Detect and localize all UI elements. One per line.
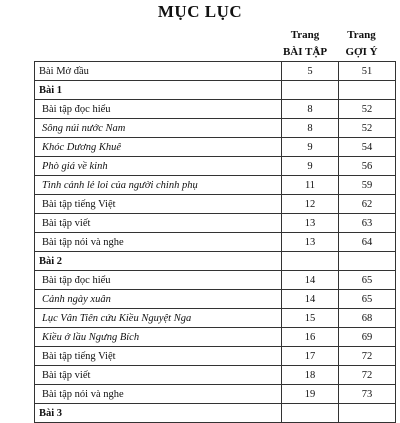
section-row	[35, 81, 396, 100]
row-bai-tap-page: 5	[282, 62, 339, 81]
row-goi-y-page: 72	[339, 347, 396, 366]
toc-row	[35, 119, 396, 138]
toc-row	[35, 366, 396, 385]
table-of-contents	[34, 61, 396, 423]
row-label: Kiều ở lầu Ngưng Bích	[35, 328, 282, 347]
row-goi-y-page	[339, 252, 396, 271]
row-goi-y-page: 65	[339, 271, 396, 290]
row-label: Sông núi nước Nam	[35, 119, 282, 138]
column-header-bai-tap-line2: BÀI TẬP	[282, 46, 328, 58]
page-title: MỤC LỤC	[157, 2, 243, 21]
row-label: Bài Mở đầu	[35, 62, 282, 81]
toc-row	[35, 138, 396, 157]
row-bai-tap-page: 14	[282, 290, 339, 309]
row-goi-y-page: 52	[339, 100, 396, 119]
row-goi-y-page	[339, 404, 396, 423]
section-label: Bài 1	[35, 81, 282, 100]
row-label: Khóc Dương Khuê	[35, 138, 282, 157]
row-bai-tap-page: 15	[282, 309, 339, 328]
row-goi-y-page: 73	[339, 385, 396, 404]
toc-row	[35, 195, 396, 214]
toc-row	[35, 62, 396, 81]
row-label: Phò giá về kinh	[35, 157, 282, 176]
row-goi-y-page: 72	[339, 366, 396, 385]
row-label: Bài tập tiếng Việt	[35, 195, 282, 214]
toc-row	[35, 385, 396, 404]
section-row	[35, 404, 396, 423]
row-goi-y-page: 51	[339, 62, 396, 81]
column-header-bai-tap	[277, 27, 333, 61]
row-label: Bài tập viết	[35, 214, 282, 233]
column-header-goi-y-line2: GỢI Ý	[345, 46, 378, 58]
toc-row	[35, 157, 396, 176]
row-label: Tình cảnh lẻ loi của người chinh phụ	[35, 176, 282, 195]
column-header-goi-y-line1: Trang	[347, 29, 376, 41]
row-bai-tap-page: 14	[282, 271, 339, 290]
row-label: Cảnh ngày xuân	[35, 290, 282, 309]
toc-row	[35, 176, 396, 195]
row-bai-tap-page: 18	[282, 366, 339, 385]
row-label: Bài tập nói và nghe	[35, 385, 282, 404]
row-bai-tap-page: 13	[282, 214, 339, 233]
section-label: Bài 3	[35, 404, 282, 423]
toc-row	[35, 328, 396, 347]
row-goi-y-page: 68	[339, 309, 396, 328]
row-bai-tap-page: 9	[282, 157, 339, 176]
toc-row	[35, 271, 396, 290]
row-label: Bài tập tiếng Việt	[35, 347, 282, 366]
toc-row	[35, 290, 396, 309]
row-bai-tap-page	[282, 81, 339, 100]
row-goi-y-page: 64	[339, 233, 396, 252]
row-goi-y-page: 56	[339, 157, 396, 176]
section-label: Bài 2	[35, 252, 282, 271]
row-label: Lục Vân Tiên cứu Kiều Nguyệt Nga	[35, 309, 282, 328]
column-header-bai-tap-line1: Trang	[290, 29, 320, 41]
row-label: Bài tập đọc hiểu	[35, 100, 282, 119]
row-goi-y-page	[339, 81, 396, 100]
row-goi-y-page: 63	[339, 214, 396, 233]
row-goi-y-page: 65	[339, 290, 396, 309]
row-bai-tap-page: 19	[282, 385, 339, 404]
row-bai-tap-page: 9	[282, 138, 339, 157]
row-bai-tap-page: 17	[282, 347, 339, 366]
column-header-goi-y	[333, 27, 390, 61]
toc-row	[35, 233, 396, 252]
toc-row	[35, 100, 396, 119]
row-goi-y-page: 54	[339, 138, 396, 157]
row-bai-tap-page: 16	[282, 328, 339, 347]
row-label: Bài tập đọc hiểu	[35, 271, 282, 290]
row-bai-tap-page: 12	[282, 195, 339, 214]
row-bai-tap-page: 13	[282, 233, 339, 252]
section-row	[35, 252, 396, 271]
toc-row	[35, 347, 396, 366]
row-goi-y-page: 52	[339, 119, 396, 138]
row-goi-y-page: 59	[339, 176, 396, 195]
row-label: Bài tập viết	[35, 366, 282, 385]
row-bai-tap-page: 11	[282, 176, 339, 195]
row-label: Bài tập nói và nghe	[35, 233, 282, 252]
row-bai-tap-page	[282, 404, 339, 423]
row-bai-tap-page	[282, 252, 339, 271]
row-bai-tap-page: 8	[282, 119, 339, 138]
toc-row	[35, 309, 396, 328]
row-goi-y-page: 62	[339, 195, 396, 214]
toc-row	[35, 214, 396, 233]
row-goi-y-page: 69	[339, 328, 396, 347]
row-bai-tap-page: 8	[282, 100, 339, 119]
